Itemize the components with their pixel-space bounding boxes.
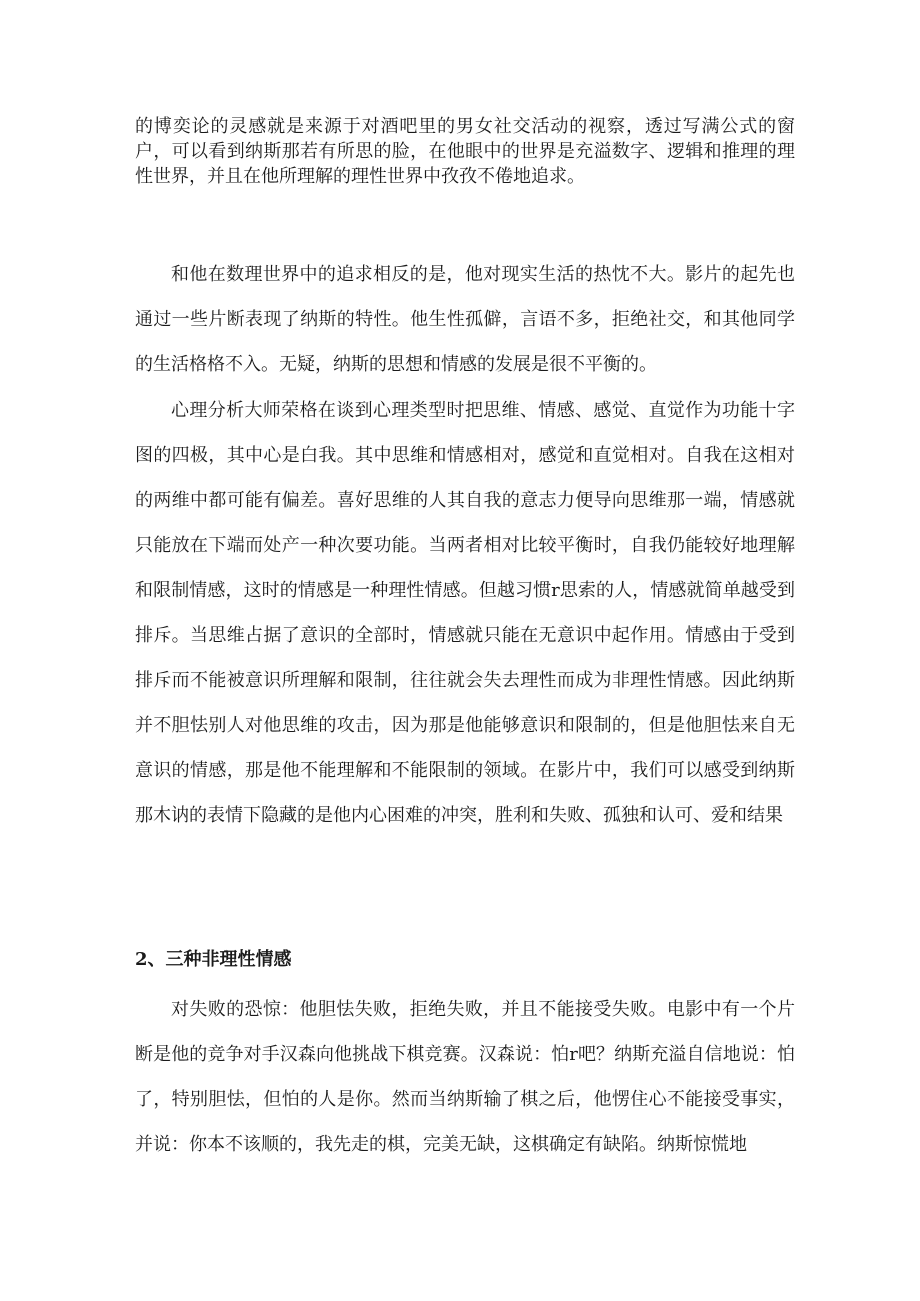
section-heading: 2、三种非理性情感 — [135, 949, 292, 970]
body-paragraph-2: 和他在数理世界中的追求相反的是，他对现实生活的热忱不大。影片的起先也通过一些片断表现了纳斯的特性。他生性孤僻，言语不多，拒绝社交，和其他同学的生活格格不入。无疑，纳斯的思想和情感的发展是很不平衡的。 — [135, 264, 795, 375]
body-paragraph-3: 心理分析大师荣格在谈到心理类型时把思维、情感、感觉、直觉作为功能十字图的四极，其中心是白我。其中思维和情感相对，感觉和直觉相对。自我在这相对的两维中都可能有偏差。喜好思维的人其自我的意志力便导向思维那一端，情感就只能放在下端而处产一种次要功能。当两者相对比较平衡时，自我仍能较好地理解和限制情感，这时的情感是一种理性情感。但越习惯r思索的人，情感就简单越受到排斥。当思维占据了意识的全部时，情感就只能在无意识中起作用。情感由于受到排斥而不能被意识所理解和限制，往往就会失去理性而成为非理性情感。因此纳斯并不胆怯别人对他思维的攻击，因为那是他能够意识和限制的，但是他胆怯来自无意识的情感，那是他不能理解和不能限制的领域。在影片中，我们可以感受到纳斯那木讷的表情下隐藏的是他内心困难的冲突，胜利和失败、孤独和认可、爱和结果 — [135, 400, 795, 826]
body-paragraph-1: 的博奕论的灵感就是来源于对酒吧里的男女社交活动的视察，透过写满公式的窗户，可以看到纳斯那若有所思的脸，在他眼中的世界是充溢数字、逻辑和推理的理性世界，并且在他所理解的理性世界中孜孜不倦地追求。 — [135, 116, 795, 187]
section-paragraph: 对失败的恐惊：他胆怯失败，拒绝失败，并且不能接受失败。电影中有一个片断是他的竞争对手汉森向他挑战下棋竞赛。汉森说：怕r吧？纳斯充溢自信地说：怕了，特别胆怯，但怕的人是你。然而当纳斯输了棋之后，他愣住心不能接受事实，并说：你本不该顺的，我先走的棋，完美无缺，这棋确定有缺陷。纳斯惊慌地 — [135, 999, 795, 1155]
